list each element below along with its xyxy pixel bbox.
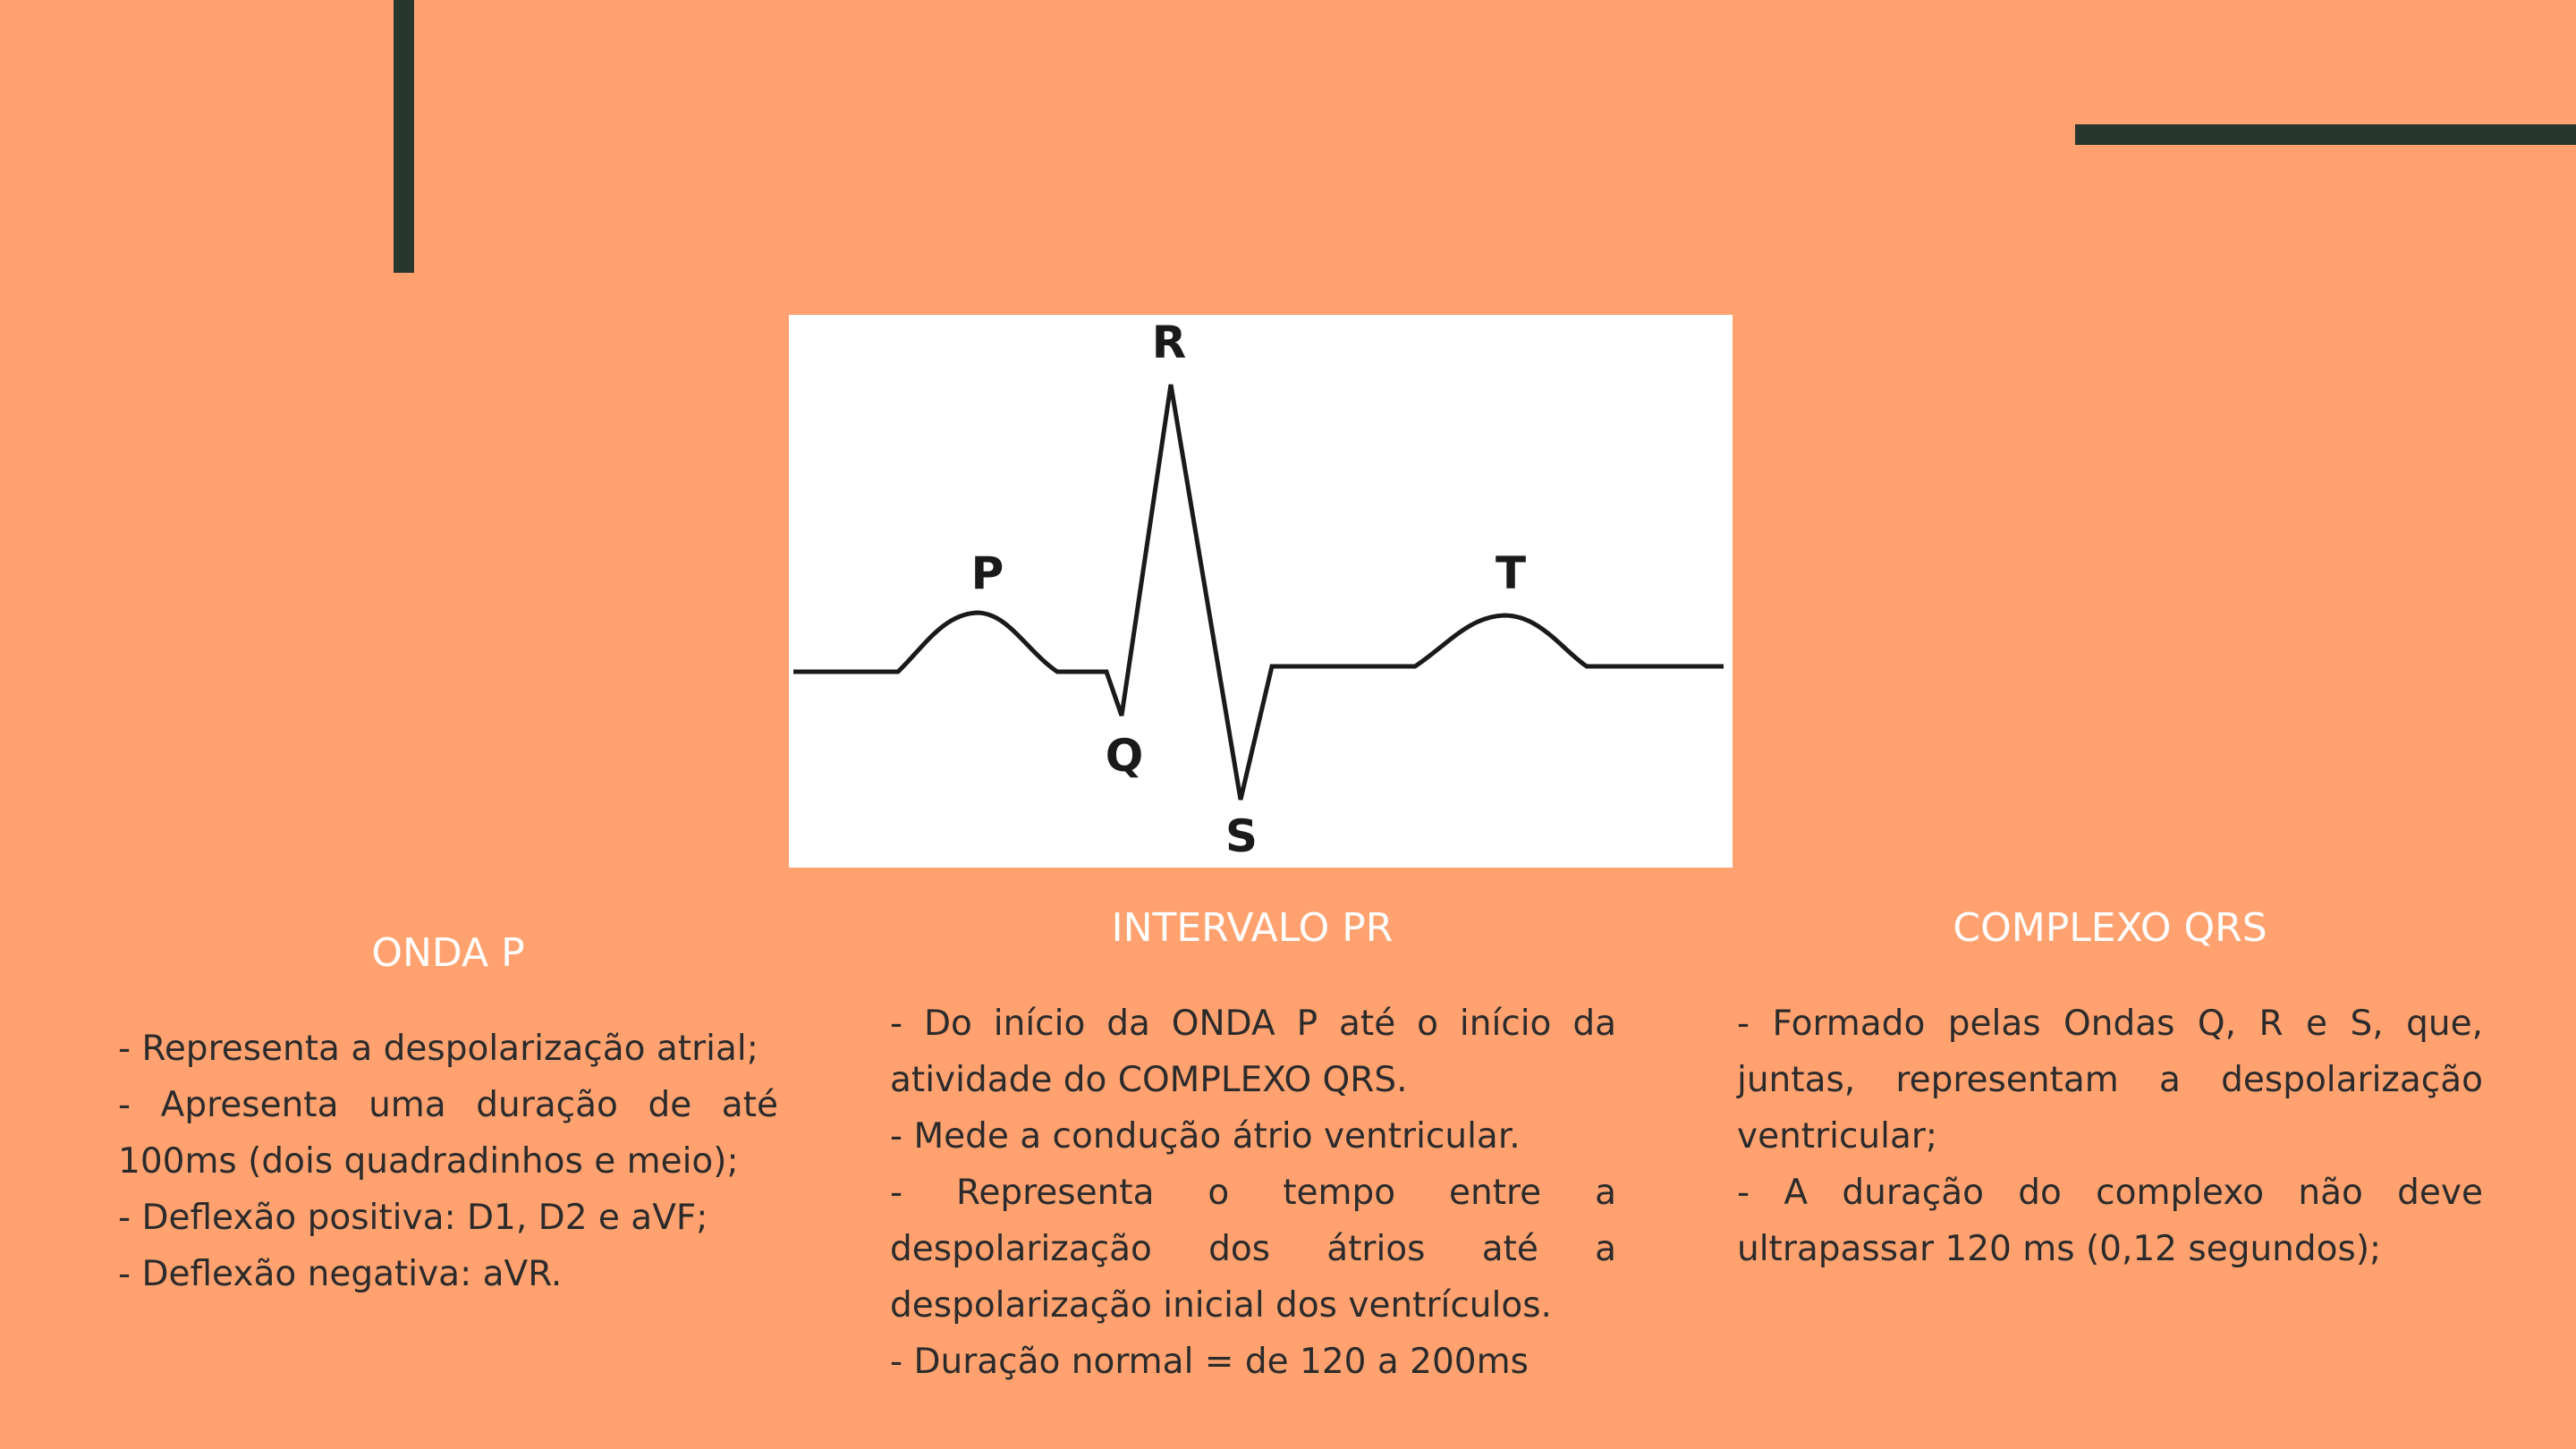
column-onda-p: [118, 930, 778, 1302]
heading-onda-p: ONDA P: [371, 930, 525, 976]
accent-bar-horizontal: [2075, 124, 2576, 145]
accent-bar-vertical: [394, 0, 414, 273]
body-intervalo-pr: [890, 996, 1616, 1390]
ecg-label-p: P: [970, 547, 1004, 599]
onda-p-line-4: - Deflexão negativa: aVR.: [118, 1254, 563, 1294]
body-complexo-qrs: [1737, 996, 2483, 1277]
intervalo-pr-line-1: - Do início da ONDA P até o início da atividade do COMPLEXO QRS.: [890, 1004, 1616, 1100]
intervalo-pr-line-3: - Representa o tempo entre a despolarização dos átrios até a despolarização inicial dos ventrículos.: [890, 1173, 1616, 1326]
heading-complexo-qrs: COMPLEXO QRS: [1953, 905, 2267, 951]
onda-p-line-2: - Apresenta uma duração de até 100ms (dois quadradinhos e meio);: [118, 1085, 778, 1182]
ecg-label-r: R: [1151, 317, 1187, 369]
heading-intervalo-pr: INTERVALO PR: [1111, 905, 1394, 951]
ecg-waveform-svg: [789, 315, 1733, 868]
complexo-qrs-line-2: - A duração do complexo não deve ultrapassar 120 ms (0,12 segundos);: [1737, 1173, 2483, 1269]
column-intervalo-pr: [890, 905, 1616, 1390]
ecg-label-q: Q: [1105, 730, 1144, 782]
column-complexo-qrs: [1737, 905, 2483, 1277]
onda-p-line-1: - Representa a despolarização atrial;: [118, 1029, 758, 1069]
onda-p-line-3: - Deflexão positiva: D1, D2 e aVF;: [118, 1198, 708, 1238]
ecg-waveform-figure: [789, 315, 1733, 868]
intervalo-pr-line-4: - Duração normal = de 120 a 200ms: [890, 1342, 1529, 1382]
ecg-label-s: S: [1224, 810, 1258, 862]
complexo-qrs-line-1: - Formado pelas Ondas Q, R e S, que, juntas, representam a despolarização ventricular;: [1737, 1004, 2483, 1157]
ecg-label-t: T: [1495, 547, 1527, 599]
intervalo-pr-line-2: - Mede a condução átrio ventricular.: [890, 1116, 1521, 1157]
ecg-trace: [793, 385, 1724, 800]
body-onda-p: [118, 1021, 778, 1302]
